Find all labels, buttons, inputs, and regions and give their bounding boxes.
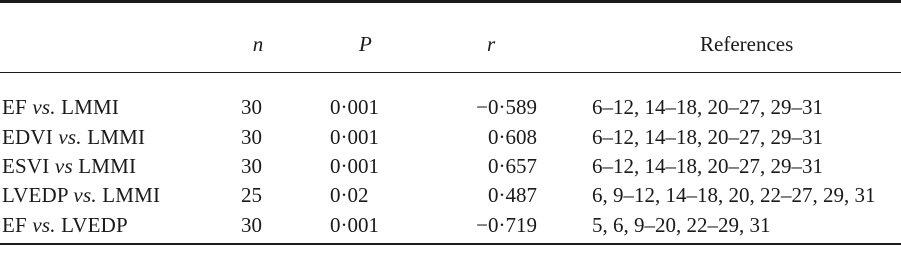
row-label-a: EDVI bbox=[2, 125, 59, 149]
row-p: 0·001 bbox=[330, 154, 379, 178]
row-label-vs: vs. bbox=[73, 183, 97, 207]
row-p: 0·02 bbox=[330, 183, 369, 207]
row-label-a: ESVI bbox=[2, 154, 55, 178]
row-n: 30 bbox=[241, 213, 262, 237]
row-label bbox=[2, 124, 145, 150]
header-references: References bbox=[700, 32, 794, 56]
row-r: 0·657 bbox=[488, 154, 537, 178]
row-label-b: LMMI bbox=[72, 154, 137, 178]
row-references: 6–12, 14–18, 20–27, 29–31 bbox=[592, 125, 823, 149]
row-label bbox=[2, 212, 128, 238]
header-r: r bbox=[487, 32, 496, 56]
row-p: 0·001 bbox=[330, 125, 379, 149]
row-label-vs: vs. bbox=[32, 95, 56, 119]
row-n: 25 bbox=[241, 183, 262, 207]
row-label-b: LMMI bbox=[81, 125, 146, 149]
row-label-a: EF bbox=[2, 95, 33, 119]
row-label-b: LMMI bbox=[55, 95, 120, 119]
row-p: 0·001 bbox=[330, 95, 379, 119]
row-references: 5, 6, 9–20, 22–29, 31 bbox=[592, 213, 771, 237]
row-label-a: LVEDP bbox=[2, 183, 74, 207]
row-r: −0·589 bbox=[476, 95, 537, 119]
header-n: n bbox=[252, 32, 264, 56]
row-label-vs: vs bbox=[54, 154, 73, 178]
row-p: 0·001 bbox=[330, 213, 379, 237]
table-header-rule bbox=[0, 72, 901, 73]
row-n: 30 bbox=[241, 125, 262, 149]
row-label bbox=[2, 182, 160, 208]
row-label-b: LVEDP bbox=[55, 213, 128, 237]
row-r: 0·487 bbox=[488, 183, 537, 207]
row-r: 0·608 bbox=[488, 125, 537, 149]
table-bottom-rule bbox=[0, 243, 901, 245]
header-p: P bbox=[359, 32, 372, 56]
row-references: 6–12, 14–18, 20–27, 29–31 bbox=[592, 154, 823, 178]
row-n: 30 bbox=[241, 154, 262, 178]
row-label bbox=[2, 94, 119, 120]
table-top-rule bbox=[0, 0, 901, 3]
row-label bbox=[2, 153, 136, 179]
row-label-vs: vs. bbox=[32, 213, 56, 237]
row-label-b: LMMI bbox=[96, 183, 161, 207]
row-references: 6–12, 14–18, 20–27, 29–31 bbox=[592, 95, 823, 119]
row-references: 6, 9–12, 14–18, 20, 22–27, 29, 31 bbox=[592, 183, 876, 207]
row-n: 30 bbox=[241, 95, 262, 119]
row-label-a: EF bbox=[2, 213, 33, 237]
row-r: −0·719 bbox=[476, 213, 537, 237]
row-label-vs: vs. bbox=[58, 125, 82, 149]
